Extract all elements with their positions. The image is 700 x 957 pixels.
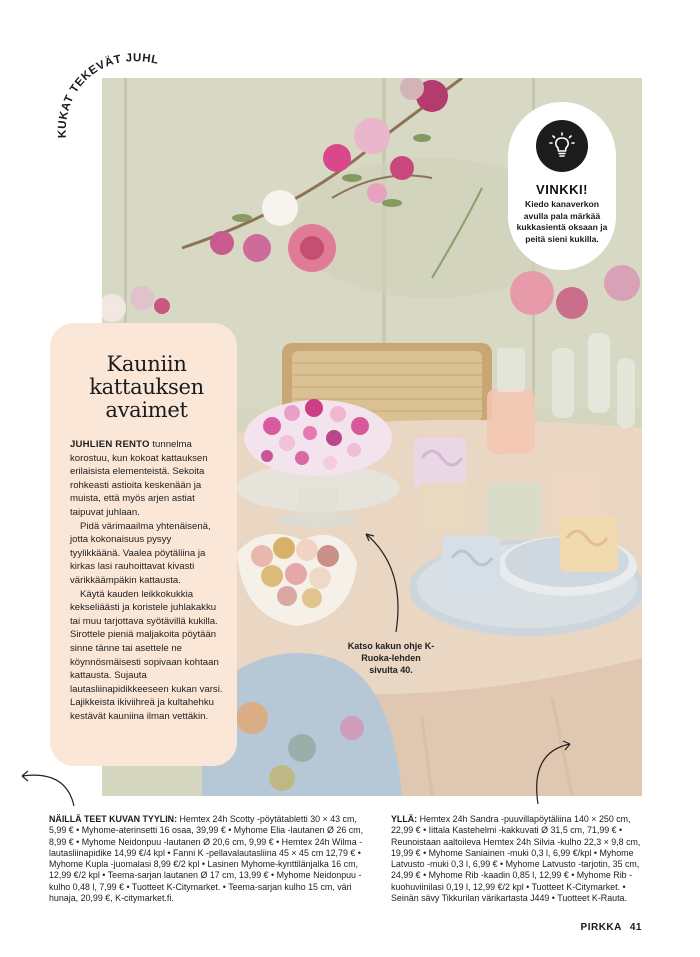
title-line-2: kattauksen xyxy=(89,375,204,399)
article-paragraph-1 xyxy=(70,438,223,520)
title-line-3: avaimet xyxy=(105,398,188,422)
tip-text: Kiedo kanaverkon avulla pala märkää kukkasientä oksaan ja peitä sieni kukilla. xyxy=(516,199,608,244)
cake-caption-arrow xyxy=(360,528,410,638)
article-box xyxy=(50,323,237,766)
credits-right-heading: YLLÄ: xyxy=(391,814,418,824)
tip-bubble xyxy=(508,102,616,270)
credits-left-text: Hemtex 24h Scotty -pöytätabletti 30 × 43 cm, 5,99 € • Myhome-aterinsetti 16 osaa, 39,99 € • Myhome Elia -lautanen Ø 26 cm, 8,99 € • Myhome Neidonpuu -lautanen Ø 20,6 cm, 9,99 € • Hemtex 24h Wilma -lautasliinapidike 14,99 €/4 kpl • Fanni K -pellavalautasliina 45 × 45 cm 12,79 € • Myhome Kupla -juomalasi 8,99 €/2 kpl • Lasinen Myhome-kynttilänjalka 16 cm, 12,99 €/2 kpl • Teema-sarjan lautanen Ø 17 cm, 13,99 € • Myhome Neidonpuu -kulho 0,48 l, 7,99 € • Tuotteet K-Citymarket. • Teema-sarjan kulho 15 cm, väri hunaja, 20,99 €, K-citymarket.fi. xyxy=(49,814,364,904)
cake-caption: Katso kakun ohje K-Ruoka-lehden sivulta 40. xyxy=(347,641,435,675)
page-number: 41 xyxy=(629,922,642,933)
tip-title: VINKKI! xyxy=(536,182,588,197)
credits-right-text: Hemtex 24h Sandra -puuvillapöytäliina 140 × 250 cm, 22,99 € • Iittala Kastehelmi -kakkuvati Ø 31,5 cm, 71,99 € • Reunoistaan aaltoileva Hemtex 24h Silvia -kulho 22,3 × 9,8 cm, 19,99 € • Myhome Saniainen -muki 0,3 l, 6,99 €/kpl • Myhome Latvusto -muki 0,3 l, 6,99 € • Myhome Latvusto -tarjotin, 35 cm, 24,99 € • Myhome Rib -kaadin 0,85 l, 12,99 € • Myhome Rib -kuohuviinilasi 0,19 l, 12,99 €/2 kpl • Tuotteet K-Citymarket. • Seinän sävy Tikkurilan värikartasta J449 • Tuotteet K-Rauta. xyxy=(391,814,641,904)
article-paragraph-3: Käytä kauden leikkokukkia kekseliäästi ja koristele juhlakakku tai muu tarjottava syötävillä kukilla. Sirottele pieniä maljakoita pöytään sinne tänne tai asettele ne köynnösmäisesti sopivaan kohtaan kattausta. Sujauta lautasliinapidikkeeseen kukan varsi. Lajikkeista ikiviihreä ja kultahehku kestävät kauniina ilman vettäkin. xyxy=(70,588,223,722)
curved-kicker-text: KUKAT TEKEVÄT JUHL xyxy=(56,52,160,139)
article-paragraph-2: Pidä värimaailma yhtenäisenä, jotta kokonaisuus pysyy tyylikkäänä. Vaalea pöytäliina ja kirkas lasi rauhoittavat kivasti värikkäämpäkin kattausta. xyxy=(70,520,211,586)
article-title xyxy=(70,353,223,422)
title-line-1: Kauniin xyxy=(106,352,187,376)
credits-left-heading: NÄILLÄ TEET KUVAN TYYLIN: xyxy=(49,814,178,824)
credits-left-arrow xyxy=(16,762,78,810)
article-lead: JUHLIEN RENTO xyxy=(70,439,150,450)
article-paragraph-1-text: tunnelma korostuu, kun kokoat kattauksen erilaisista elementeistä. Sekoita rohkeasti astioita keskenään ja muista, että myös arjen astiat taipuvat juhlaan. xyxy=(70,439,208,518)
credits-right xyxy=(391,814,655,904)
page-footer xyxy=(581,922,642,933)
credits-left xyxy=(49,814,369,904)
credits-right-arrow xyxy=(530,738,578,808)
lightbulb-icon xyxy=(536,120,588,172)
magazine-name: PIRKKA xyxy=(580,922,622,933)
